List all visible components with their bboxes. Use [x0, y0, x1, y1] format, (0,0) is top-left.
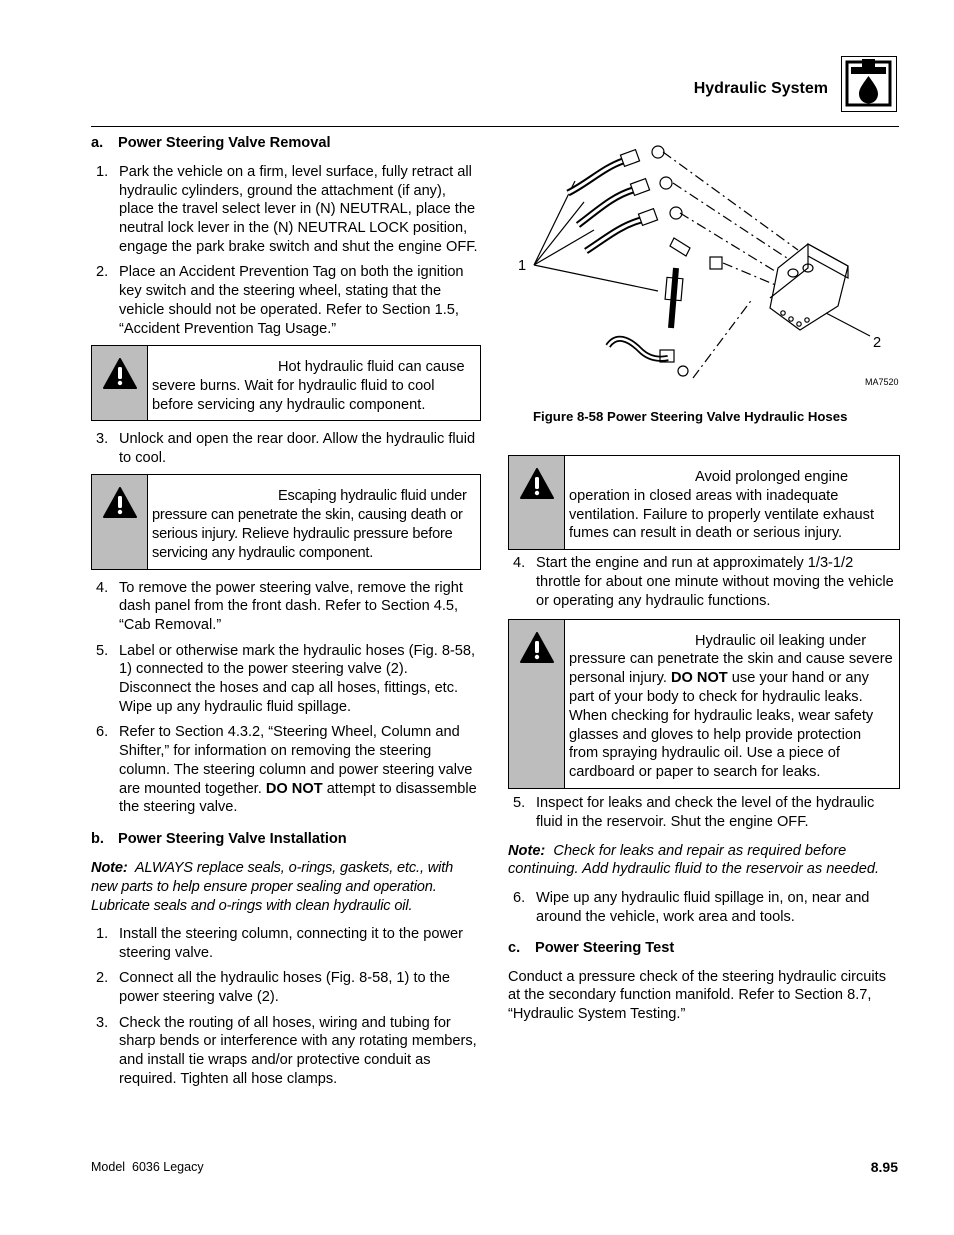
step-text: Place an Accident Prevention Tag on both the ignition key switch and the steering wheel, stating that the vehicle should not be operated. Refer to Section 1.5, “Accident Prevention Tag Usage.”: [119, 264, 464, 337]
list-item: [91, 430, 481, 468]
section-a-heading: [91, 134, 481, 153]
figure-8-58: [508, 138, 903, 398]
section-header-title: Hydraulic System: [693, 80, 828, 97]
section-a-title: Power Steering Valve Removal: [118, 135, 331, 151]
callout-1: 1: [518, 258, 527, 274]
step-text: Inspect for leaks and check the level of the hydraulic fluid in the reservoir. Shut the engine OFF.: [536, 794, 875, 830]
step-number: 3.: [96, 431, 109, 448]
warning-icon-panel: [509, 620, 565, 788]
section-b-title: Power Steering Valve Installation: [118, 831, 347, 848]
note-label: Note:: [91, 860, 128, 876]
installation-note: [91, 859, 481, 915]
warning-icon-panel: [509, 456, 565, 549]
left-column: [91, 134, 481, 1095]
figure-caption: Figure 8-58 Power Steering Valve Hydraulic Hoses: [533, 409, 848, 424]
step-text: Connect all the hydraulic hoses (Fig. 8-58, 1) to the power steering valve (2).: [119, 970, 450, 1006]
warning-box-oil-leak: [508, 619, 900, 789]
step-number: 1.: [96, 163, 109, 180]
warning-4-text: Hydraulic oil leaking under pressure can penetrate the skin and cause severe personal injury.: [569, 632, 893, 687]
removal-steps-1-2: [91, 163, 481, 339]
test-step-5: [508, 794, 900, 832]
list-item: [91, 1014, 481, 1089]
test-step-6: [508, 889, 900, 927]
warning-4-text-cont: use your hand or any part of your body to check for hydraulic leaks. When checking for hydraulic leaks, wear safety glasses and gloves to help provide protection from spraying hydraulic oil. Use a piece of cardboard or paper to search for leaks.: [569, 670, 874, 781]
warning-box-escaping-fluid: [91, 474, 481, 569]
warning-box-ventilation: [508, 455, 900, 550]
right-column: [508, 455, 900, 1024]
step-number: 6.: [513, 890, 526, 907]
list-item: [91, 579, 481, 635]
figure-code: MA7520: [865, 377, 899, 387]
warning-triangle-icon: [103, 487, 137, 518]
warning-triangle-icon: [103, 358, 137, 389]
warning-icon-panel: [92, 346, 148, 420]
step-number: 1.: [96, 926, 109, 943]
section-a-letter: a.: [91, 135, 104, 151]
step-number: 4.: [513, 555, 526, 572]
warning-3-text: Avoid prolonged engine operation in closed areas with inadequate ventilation. Failure to properly ventilate exhaust fumes can result in death or serious injury.: [569, 469, 875, 542]
note-text: Check for leaks and repair as required before continuing. Add hydraulic fluid to the reservoir as needed.: [508, 842, 880, 878]
installation-steps: [91, 925, 481, 1088]
warning-text: [565, 620, 899, 788]
warning-emphasis: DO NOT: [670, 670, 728, 687]
note-text: ALWAYS replace seals, o-rings, gaskets, etc., with new parts to help ensure proper sealing and operation. Lubricate seals and o-rings with clean hydraulic oil.: [91, 860, 454, 914]
step-text: Wipe up any hydraulic fluid spillage in, on, near and around the vehicle, work area and tools.: [536, 890, 870, 925]
step-number: 5.: [513, 794, 526, 811]
section-c-letter: c.: [508, 939, 521, 956]
warning-box-hot-fluid: [91, 345, 481, 421]
warning-triangle-icon: [520, 632, 554, 663]
hydraulic-system-icon: [841, 56, 897, 112]
step-text: Start the engine and run at approximately 1/3-1/2 throttle for about one minute without moving the vehicle or operating any hydraulic functions.: [536, 555, 894, 609]
section-c-paragraph: Conduct a pressure check of the steering hydraulic circuits at the secondary function manifold. Refer to Section 8.7, “Hydraulic System Testing.”: [508, 968, 886, 1023]
callout-2: 2: [873, 335, 882, 351]
list-item: [508, 794, 900, 832]
list-item: [91, 642, 481, 717]
section-b-heading: [91, 830, 481, 849]
power-steering-hoses-illustration: [508, 138, 903, 398]
step-text: Refer to Section 4.3.2, “Steering Wheel, Column and Shifter,” for information on removing the steering column. The steering column and power steering valve are mounted together.: [119, 724, 473, 797]
step-number: 4.: [96, 579, 109, 596]
step-number: 5.: [96, 642, 109, 659]
warning-2-text: Escaping hydraulic fluid under pressure can penetrate the skin, causing death or serious injury. Relieve hydraulic pressure before servicing any hydraulic component.: [152, 488, 467, 561]
warning-text: [148, 475, 480, 568]
step-number: 2.: [96, 970, 109, 987]
step-text: Unlock and open the rear door. Allow the hydraulic fluid to cool.: [119, 431, 476, 467]
step-number: 6.: [96, 724, 109, 741]
removal-step-3: [91, 430, 481, 468]
step-text: Check the routing of all hoses, wiring and tubing for sharp bends or interference with any rotating members, and install tie wraps and/or protective conduit as required. Tighten all hose clamps.: [119, 1014, 477, 1087]
page-number: 8.95: [870, 1159, 898, 1175]
header-rule: [91, 126, 899, 127]
list-item: [91, 163, 481, 257]
leak-note: [508, 842, 900, 880]
list-item: [508, 554, 900, 610]
warning-triangle-icon: [520, 468, 554, 499]
section-b-letter: b.: [91, 831, 104, 848]
list-item: [91, 969, 481, 1007]
step-number: 2.: [96, 264, 109, 281]
warning-1-text: Hot hydraulic fluid can cause severe burns. Wait for hydraulic fluid to cool before servicing any hydraulic component.: [152, 358, 465, 413]
warning-text: [148, 346, 480, 420]
step-text: Park the vehicle on a firm, level surface, fully retract all hydraulic cylinders, ground the attachment (if any), place the travel select lever in (N) NEUTRAL, place the neutral lock lever in the (N) NEUTRAL LOCK position, engage the park brake switch and shut the engine OFF.: [119, 163, 478, 255]
list-item: [91, 263, 481, 338]
section-c-heading: [508, 939, 900, 958]
step-emphasis: DO NOT: [265, 780, 323, 797]
step-number: 3.: [96, 1014, 109, 1031]
step-text: attempt to disassemble the steering valve.: [119, 780, 477, 816]
warning-text: [565, 456, 899, 549]
footer-model: Model 6036 Legacy: [91, 1160, 204, 1174]
section-c-title: Power Steering Test: [535, 939, 675, 956]
note-label: Note:: [508, 842, 546, 859]
list-item: [508, 889, 900, 927]
list-item: [91, 925, 481, 963]
removal-steps-4-6: [91, 579, 481, 818]
test-step-4: [508, 554, 900, 610]
step-text: Install the steering column, connecting it to the power steering valve.: [119, 926, 463, 962]
step-text: Label or otherwise mark the hydraulic hoses (Fig. 8-58, 1) connected to the power steering valve (2). Disconnect the hoses and cap all hoses, fittings, etc. Wipe up any hydraulic fluid spillage.: [119, 642, 476, 715]
step-text: To remove the power steering valve, remove the right dash panel from the front dash. Refer to Section 4.5, “Cab Removal.”: [119, 579, 463, 634]
warning-icon-panel: [92, 475, 148, 568]
list-item: [91, 723, 481, 817]
